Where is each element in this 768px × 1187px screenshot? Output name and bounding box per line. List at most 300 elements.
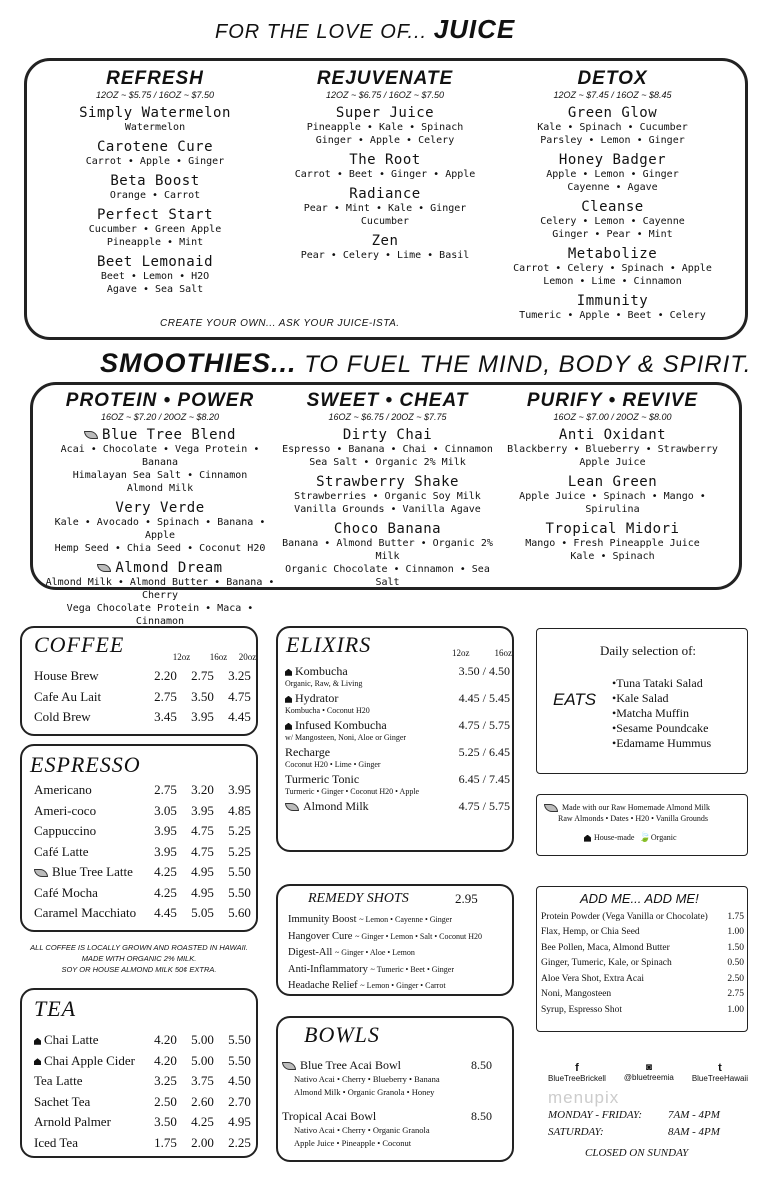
smoothie-banner [100, 348, 751, 379]
menu-item [490, 105, 735, 147]
menu-item [40, 105, 270, 134]
remedy-item [288, 929, 512, 946]
legend-house: House-made [594, 833, 635, 842]
menu-item [40, 173, 270, 202]
house-made-icon [584, 835, 591, 842]
remedy-ingredients: ~ Ginger • Aloe • Lemon [334, 948, 415, 957]
menu-item-name: Anti Oxidant [558, 427, 667, 443]
price-row [34, 687, 258, 708]
twitter-link[interactable] [692, 1062, 748, 1083]
drink-price: 5.60 [228, 905, 251, 921]
elixirs-list [285, 664, 510, 817]
remedy-ingredients: ~ Lemon • Ginger • Carrot [360, 981, 446, 990]
protein-prices: 16OZ ~ $7.20 / 20OZ ~ $8.20 [100, 412, 220, 422]
price-row [34, 801, 258, 822]
coffee-note-line2: MADE WITH ORGANIC 2% MILK. [81, 954, 197, 963]
remedy-name: Anti-Inflammatory [288, 963, 371, 975]
drink-price: 2.25 [228, 1134, 251, 1150]
drink-price: 5.00 [191, 1032, 214, 1048]
menu-item [490, 199, 735, 241]
menu-item-name: Super Juice [335, 105, 435, 121]
almond-leaf-icon [282, 1062, 296, 1070]
elixir-item [285, 772, 510, 796]
drink-name: Americano [34, 782, 92, 798]
addon-row [541, 1002, 744, 1018]
drink-price: 4.20 [154, 1052, 177, 1068]
drink-name: Chai Latte [34, 1032, 147, 1048]
remedy-ingredients: ~ Lemon • Cayenne • Ginger [359, 915, 452, 924]
drink-price: 2.75 [191, 668, 214, 684]
almond-leaf-icon [544, 804, 558, 812]
purify-column [495, 390, 730, 568]
create-your-own-note: CREATE YOUR OWN... ASK YOUR JUICE-ISTA. [160, 318, 400, 329]
menu-item [40, 560, 280, 628]
drink-price: 2.70 [228, 1093, 251, 1109]
bowl-price: 8.50 [471, 1058, 492, 1072]
menu-item-name: Carotene Cure [96, 139, 214, 155]
drink-price: 5.50 [228, 1032, 251, 1048]
closed-note: CLOSED ON SUNDAY [585, 1147, 689, 1159]
menu-item-name: The Root [349, 152, 421, 168]
house-made-icon [34, 1058, 41, 1065]
menu-item-name: Zen [371, 233, 399, 249]
juice-banner-word: JUICE [433, 14, 516, 44]
rejuvenate-title: REJUVENATE [316, 68, 454, 89]
addon-row [541, 956, 744, 972]
drink-price: 4.25 [154, 884, 177, 900]
legend-almond-sub: Raw Almonds • Dates • H20 • Vanilla Grounds [558, 814, 709, 823]
menu-item [490, 152, 735, 194]
drink-price: 4.75 [191, 823, 214, 839]
menu-item-name: Green Glow [567, 105, 658, 121]
eats-item: •Matcha Muffin [612, 706, 689, 720]
menu-item-ingredients: Apple • Lemon • Ginger Cayenne • Agave [546, 169, 679, 193]
drink-name: Iced Tea [34, 1134, 78, 1150]
menu-item-ingredients: Tumeric • Apple • Beet • Celery [519, 310, 706, 321]
addon-name: Noni, Mangosteen [541, 989, 612, 1000]
addon-row [541, 971, 744, 987]
drink-price: 3.50 [191, 688, 214, 704]
price-row [34, 1030, 258, 1051]
menu-item [265, 233, 505, 262]
smoothie-banner-word: SMOOTHIES... [100, 348, 297, 378]
drink-price: 4.95 [228, 1114, 251, 1130]
almond-leaf-icon [84, 431, 98, 439]
addon-name: Aloe Vera Shot, Extra Acai [541, 973, 644, 984]
menu-item [40, 427, 280, 495]
menu-item [495, 474, 730, 516]
drink-price: 2.75 [154, 688, 177, 704]
bowls-title: BOWLS [304, 1022, 380, 1047]
bowl-ingredients: Nativo Acai • Cherry • Organic Granola Apple Juice • Pineapple • Coconut [294, 1125, 430, 1148]
menu-item-ingredients: Pear • Celery • Lime • Basil [300, 250, 470, 261]
coffee-note-line3: SOY OR HOUSE ALMOND MILK 50¢ EXTRA. [61, 965, 217, 974]
addon-name: Syrup, Espresso Shot [541, 1004, 623, 1015]
menu-item [265, 105, 505, 147]
menu-item-ingredients: Kale • Spinach • Cucumber Parsley • Lemon • Ginger [537, 122, 688, 146]
size-16oz: 16oz [209, 652, 228, 662]
price-row [34, 821, 258, 842]
menu-item [40, 207, 270, 249]
eats-heading: Daily selection of: [600, 643, 697, 658]
elixir-row [285, 664, 510, 679]
menu-item-ingredients: Blackberry • Blueberry • Strawberry Apple Juice [507, 444, 718, 468]
price-row [34, 883, 258, 904]
drink-name: Sachet Tea [34, 1093, 91, 1109]
drink-price: 4.25 [191, 1114, 214, 1130]
eats-title: EATS [553, 690, 597, 709]
legend [540, 802, 750, 843]
addon-row [541, 909, 744, 925]
elixir-price: 5.25 / 6.45 [458, 745, 510, 759]
drink-price: 4.45 [228, 709, 251, 725]
bowl-ingredients: Nativo Acai • Cherry • Blueberry • Banana Almond Milk • Organic Granola • Honey [294, 1074, 440, 1097]
elixir-row [285, 691, 510, 706]
menu-item-name: Honey Badger [558, 152, 667, 168]
menu-item-ingredients: Beet • Lemon • H2O Agave • Sea Salt [100, 271, 210, 295]
menu-item-name: Strawberry Shake [316, 474, 459, 490]
drink-price: 1.75 [154, 1134, 177, 1150]
drink-price: 2.20 [154, 668, 177, 684]
drink-name: Tea Latte [34, 1073, 83, 1089]
menu-item-ingredients: Carrot • Beet • Ginger • Apple [294, 169, 476, 180]
menu-item [280, 474, 495, 516]
remedy-list [288, 912, 512, 995]
house-made-icon [285, 669, 292, 676]
addon-price: 1.00 [727, 1004, 744, 1015]
drink-name: Chai Apple Cider [34, 1053, 147, 1069]
drink-price: 2.50 [154, 1093, 177, 1109]
bowl-item [282, 1109, 504, 1150]
menu-item-ingredients: Banana • Almond Butter • Organic 2% Milk Organic Chocolate • Cinnamon • Sea Salt [282, 538, 493, 588]
drink-price: 5.50 [228, 864, 251, 880]
menu-item-ingredients: Watermelon [124, 122, 186, 133]
social-links [548, 1062, 748, 1083]
drink-price: 2.60 [191, 1093, 214, 1109]
elixir-name: Almond Milk [285, 799, 430, 814]
addme-title: ADD ME... ADD ME! [580, 891, 699, 906]
menu-item-ingredients: Almond Milk • Almond Butter • Banana • Cherry Vega Chocolate Protein • Maca • Cinnamon [45, 577, 275, 627]
addon-name: Ginger, Tumeric, Kale, or Spinach [541, 958, 672, 969]
espresso-title: ESPRESSO [30, 752, 141, 777]
juice-banner [215, 14, 515, 45]
house-made-icon [285, 696, 292, 703]
remedy-name: Digest-All [288, 947, 335, 958]
menu-item-name: Blue Tree Blend [40, 427, 280, 443]
elixir-name: Turmeric Tonic [285, 772, 360, 786]
elixir-size-16oz: 16oz [494, 648, 512, 658]
drink-price: 3.05 [154, 802, 177, 818]
menu-item-ingredients: Celery • Lemon • Cayenne Ginger • Pear • Mint [540, 216, 685, 240]
elixir-name: Infused Kombucha [285, 718, 430, 733]
drink-price: 5.25 [228, 843, 251, 859]
elixir-ingredients: Coconut H20 • Lime • Ginger [285, 760, 381, 769]
juice-banner-prefix: FOR THE LOVE OF... [215, 21, 428, 43]
drink-name: Cold Brew [34, 709, 91, 725]
menu-item-name: Simply Watermelon [79, 105, 231, 121]
almond-leaf-icon [97, 564, 111, 572]
addme-list [541, 909, 744, 1018]
menu-item-name: Almond Dream [40, 560, 280, 576]
drink-price: 5.50 [228, 884, 251, 900]
elixir-item [285, 799, 510, 814]
menu-item-name: Beta Boost [110, 173, 200, 189]
price-row [34, 666, 258, 687]
addon-row [541, 925, 744, 941]
menu-item [40, 254, 270, 296]
instagram-handle: @bluetreemia [623, 1073, 674, 1082]
almond-leaf-icon [34, 869, 48, 877]
menu-item-name: Perfect Start [96, 207, 214, 223]
remedy-price: 2.95 [455, 891, 478, 906]
refresh-prices: 12OZ ~ $5.75 / 16OZ ~ $7.50 [95, 90, 215, 100]
elixir-item [285, 691, 510, 715]
drink-price: 4.25 [154, 864, 177, 880]
coffee-note-line1: ALL COFFEE IS LOCALLY GROWN AND ROASTED IN HAWAII. [30, 943, 248, 952]
elixir-price: 6.45 / 7.45 [458, 772, 510, 786]
remedy-item [288, 978, 512, 995]
menu-item [280, 427, 495, 469]
drink-price: 5.50 [228, 1052, 251, 1068]
menu-item-ingredients: Pear • Mint • Kale • Ginger Cucumber [303, 203, 467, 227]
coffee-note [20, 942, 258, 975]
drink-price: 3.20 [191, 782, 214, 798]
addon-price: 2.50 [727, 973, 744, 984]
elixir-price: 3.50 / 4.50 [458, 664, 510, 678]
hours-row [548, 1126, 748, 1143]
price-row [34, 707, 258, 728]
hours-time: 7AM - 4PM [668, 1109, 720, 1121]
drink-price: 3.95 [191, 802, 214, 818]
price-row [34, 780, 258, 801]
elixir-ingredients: Turmeric • Ginger • Coconut H20 • Apple [285, 787, 420, 796]
menu-item-name: Immunity [576, 293, 649, 309]
drink-price: 3.45 [154, 709, 177, 725]
protein-title: PROTEIN • POWER [65, 390, 255, 411]
drink-name: Caramel Macchiato [34, 905, 137, 921]
menu-item-ingredients: Carrot • Apple • Ginger [85, 156, 225, 167]
drink-price: 3.95 [154, 823, 177, 839]
hours-day: MONDAY - FRIDAY: [548, 1109, 643, 1121]
drink-price: 3.50 [154, 1114, 177, 1130]
espresso-list [34, 780, 258, 924]
price-row [34, 1133, 258, 1154]
detox-title: DETOX [577, 68, 648, 89]
menu-item-name: Dirty Chai [342, 427, 433, 443]
twitter-handle: BlueTreeHawaii [691, 1074, 748, 1083]
hours-time: 8AM - 4PM [668, 1126, 720, 1138]
addon-row [541, 940, 744, 956]
remedy-name: Headache Relief [288, 980, 361, 991]
instagram-link[interactable] [624, 1062, 674, 1083]
menu-item-name: Beet Lemonaid [96, 254, 214, 270]
drink-price: 4.75 [228, 688, 251, 704]
bowl-price: 8.50 [471, 1109, 492, 1123]
drink-name: Café Mocha [34, 884, 98, 900]
detox-prices: 12OZ ~ $7.45 / 16OZ ~ $8.45 [553, 90, 672, 100]
elixirs-sizes [452, 648, 512, 658]
tea-list [34, 1030, 258, 1153]
refresh-column [40, 68, 270, 301]
price-row [34, 1092, 258, 1113]
almond-leaf-icon [285, 803, 299, 811]
price-row [34, 903, 258, 924]
bowl-name: Blue Tree Acai Bowl [282, 1058, 471, 1073]
drink-price: 4.85 [228, 802, 251, 818]
elixirs-title: ELIXIRS [286, 632, 372, 657]
elixir-name: Hydrator [285, 691, 430, 706]
elixir-ingredients: Organic, Raw, & Living [285, 679, 363, 688]
menu-item-ingredients: Pineapple • Kale • Spinach Ginger • Apple • Celery [306, 122, 464, 146]
remedy-ingredients: ~ Ginger • Lemon • Salt • Coconut H20 [355, 931, 482, 941]
elixir-item [285, 664, 510, 688]
addon-row [541, 987, 744, 1003]
menu-item [40, 139, 270, 168]
smoothie-banner-rest: TO FUEL THE MIND, BODY & SPIRIT. [304, 351, 752, 378]
menu-item-ingredients: Mango • Fresh Pineapple Juice Kale • Spinach [525, 538, 700, 562]
elixir-price: 4.45 / 5.45 [458, 691, 510, 705]
drink-price: 4.20 [154, 1032, 177, 1048]
drink-price: 2.75 [154, 782, 177, 798]
elixir-ingredients: Kombucha • Coconut H20 [285, 706, 370, 715]
eats-item: •Tuna Tataki Salad [612, 676, 703, 690]
addon-price: 1.50 [727, 942, 744, 953]
drink-price: 5.25 [228, 823, 251, 839]
house-made-icon [34, 1038, 41, 1045]
remedy-name: Hangover Cure [288, 930, 356, 942]
sweet-title: SWEET • CHEAT [306, 390, 469, 411]
menu-item-ingredients: Apple Juice • Spinach • Mango • Spirulina [519, 491, 706, 515]
drink-name: Blue Tree Latte [34, 864, 147, 880]
watermark: menupix [548, 1088, 620, 1107]
elixir-size-12oz: 12oz [452, 648, 470, 658]
drink-name: Ameri-coco [34, 802, 97, 818]
purify-prices: 16OZ ~ $7.00 / 20OZ ~ $8.00 [553, 412, 672, 422]
menu-item-name: Choco Banana [333, 521, 442, 537]
bowl-row [282, 1058, 504, 1073]
menu-item-name: Radiance [349, 186, 421, 202]
eats-list [612, 676, 711, 751]
elixir-row [285, 772, 510, 787]
legend-organic: Organic [650, 833, 677, 842]
elixir-row [285, 718, 510, 733]
refresh-title: REFRESH [106, 68, 204, 89]
menu-item [280, 521, 495, 589]
elixir-item [285, 745, 510, 769]
price-row [34, 1071, 258, 1092]
bowl-row [282, 1109, 504, 1124]
menu-item-ingredients: Acai • Chocolate • Vega Protein • Banana Himalayan Sea Salt • Cinnamon Almond Milk [60, 444, 260, 494]
facebook-icon: f [575, 1062, 579, 1074]
menu-item [40, 500, 280, 555]
menu-item-ingredients: Espresso • Banana • Chai • Cinnamon Sea Salt • Organic 2% Milk [282, 444, 493, 468]
bowl-item [282, 1058, 504, 1099]
bowls-list [282, 1058, 504, 1160]
elixir-name: Recharge [285, 745, 331, 759]
menu-item [265, 152, 505, 181]
organic-leaf-icon: 🍃 [638, 832, 651, 843]
drink-price: 3.95 [228, 782, 251, 798]
elixir-price: 4.75 / 5.75 [458, 799, 510, 813]
addon-name: Protein Powder (Vega Vanilla or Chocolate) [541, 911, 708, 922]
menu-item-ingredients: Orange • Carrot [109, 190, 201, 201]
menu-item-name: Cleanse [581, 199, 644, 215]
remedy-item [288, 962, 512, 979]
tea-title: TEA [34, 996, 77, 1021]
addon-price: 2.75 [727, 989, 744, 1000]
addon-name: Flax, Hemp, or Chia Seed [541, 927, 640, 938]
facebook-handle: BlueTreeBrickell [548, 1074, 606, 1083]
coffee-title: COFFEE [34, 632, 125, 657]
drink-name: Cafe Au Lait [34, 688, 102, 704]
hours-day: SATURDAY: [548, 1126, 604, 1138]
instagram-icon: ◙ [645, 1062, 652, 1073]
size-12oz: 12oz [172, 652, 191, 662]
drink-price: 3.95 [154, 843, 177, 859]
menu-item-name: Metabolize [567, 246, 658, 262]
drink-name: Arnold Palmer [34, 1114, 111, 1130]
drink-price: 4.45 [154, 905, 177, 921]
elixir-ingredients: w/ Mangosteen, Noni, Aloe or Ginger [285, 733, 407, 742]
drink-name: Cappuccino [34, 823, 97, 839]
coffee-list [34, 666, 258, 728]
eats-item: •Edamame Hummus [612, 736, 712, 750]
drink-price: 4.75 [191, 843, 214, 859]
addon-price: 1.75 [727, 911, 744, 922]
menu-item-ingredients: Carrot • Celery • Spinach • Apple Lemon • Lime • Cinnamon [513, 263, 712, 287]
elixir-price: 4.75 / 5.75 [458, 718, 510, 732]
addon-name: Bee Pollen, Maca, Almond Butter [541, 942, 670, 953]
drink-price: 5.00 [191, 1052, 214, 1068]
menu-item [265, 186, 505, 228]
menu-item [495, 521, 730, 563]
menu-item [495, 427, 730, 469]
menu-item-ingredients: Cucumber • Green Apple Pineapple • Mint [88, 224, 222, 248]
drink-price: 3.25 [228, 668, 251, 684]
purify-title: PURIFY • REVIVE [526, 390, 699, 411]
addon-price: 1.00 [727, 927, 744, 938]
menu-item-ingredients: Kale • Avocado • Spinach • Banana • Apple Hemp Seed • Chia Seed • Coconut H20 [54, 517, 266, 554]
drink-price: 4.95 [191, 864, 214, 880]
drink-price: 3.25 [154, 1073, 177, 1089]
menu-item-name: Lean Green [567, 474, 658, 490]
rejuvenate-column [265, 68, 505, 267]
remedy-item [288, 945, 512, 962]
coffee-sizes [163, 652, 258, 662]
protein-column [40, 390, 280, 633]
sweet-prices: 16OZ ~ $6.75 / 20OZ ~ $7.75 [328, 412, 447, 422]
price-row [34, 842, 258, 863]
drink-price: 4.50 [228, 1073, 251, 1089]
menu-item [490, 293, 735, 322]
price-row [34, 1051, 258, 1072]
drink-name: House Brew [34, 668, 99, 684]
drink-price: 3.95 [191, 709, 214, 725]
drink-name: Café Latte [34, 843, 89, 859]
detox-column [490, 68, 735, 327]
menu-item-ingredients: Strawberries • Organic Soy Milk Vanilla Grounds • Vanilla Agave [294, 491, 481, 515]
facebook-link[interactable] [548, 1062, 606, 1083]
remedy-item [288, 912, 512, 929]
menu-item-name: Very Verde [115, 500, 205, 516]
elixir-item [285, 718, 510, 742]
rejuvenate-prices: 12OZ ~ $6.75 / 16OZ ~ $7.50 [325, 90, 445, 100]
legend-almond: Made with our Raw Homemade Almond Milk [562, 803, 710, 812]
price-row [34, 862, 258, 883]
elixir-row [285, 745, 510, 760]
price-row [34, 1112, 258, 1133]
menu-item [490, 246, 735, 288]
